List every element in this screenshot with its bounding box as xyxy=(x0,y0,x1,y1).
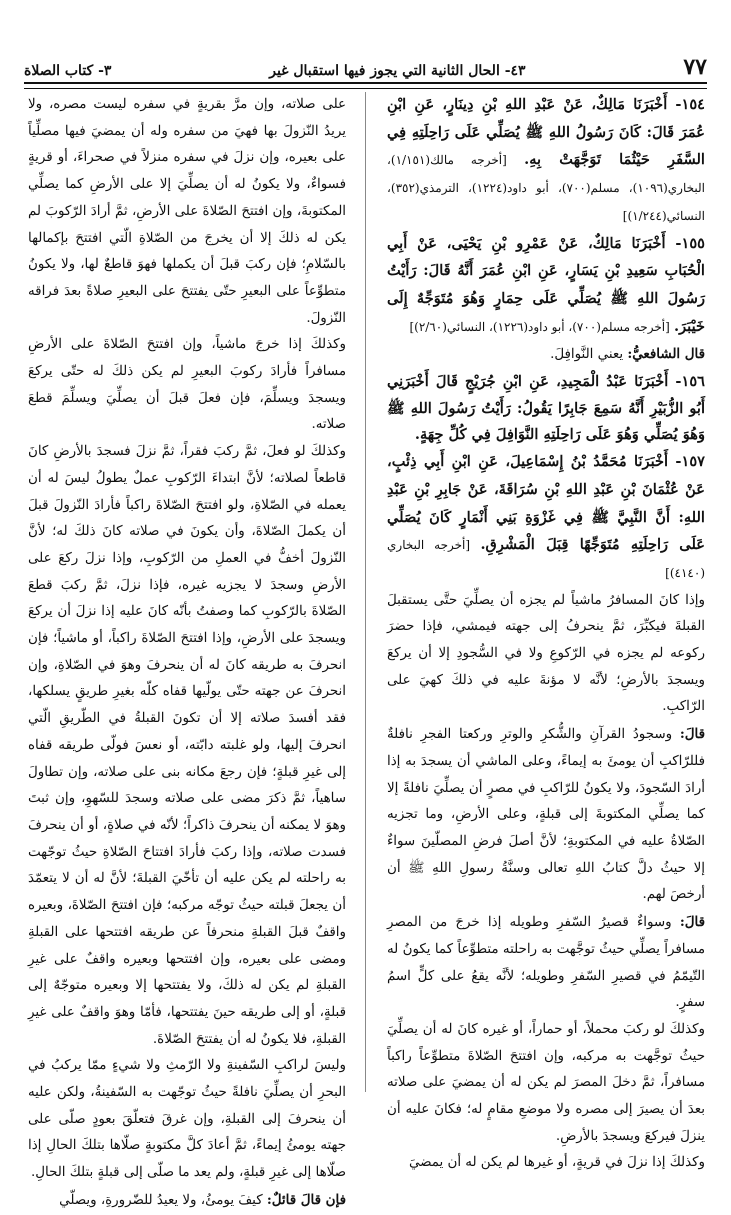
paragraph: وإذا كانَ المسافرُ ماشياً لم يجزه أن يصلِّيَ حتَّى يستقبلَ القبلةَ فيكبِّرَ، ثمَّ ينحرفُ إلى جهته فيمشي، فإذا حضرَ ركوعه لم يجزه في الرّكوعِ ولا في السُّجودِ إلا أن يركعَ ويسجدَ بالأرضِ؛ لأنَّه لا مؤنةَ عليه في ذلكَ كهيَ على الرّاكبِ. xyxy=(387,592,705,715)
hadith-157: ١٥٧- أَخْبَرَنَا مُحَمَّدُ بْنُ إِسْمَاعِيلَ، عَنِ ابْنِ أَبِي ذِئْبٍ، عَنْ عُثْمَانَ بْنِ عَبْدِ اللهِ بْنِ سُرَاقَةَ، عَنْ جَابِرِ بْنِ عَبْدِ اللهِ: أَنَّ النَّبِيَّ ﷺ فِي غَزْوَةِ بَنِي أَنْمَارٍ كَانَ يُصَلِّي عَلَى رَاحِلَتِهِ مُتَوَجِّهًا قِبَلَ الْمَشْرِقِ. [أخرجه البخاري (٤١٤٠)] xyxy=(387,453,705,580)
paragraph: وكذلكَ لو فعلَ، ثمَّ ركبَ فقراً، ثمَّ نزلَ فسجدَ بالأرضِ كانَ قاطعاً لصلاته؛ لأنَّ ابتداءَ الرّكوبِ عملٌ يطولُ ليسَ له أن يعمله في الصّلاةِ، ولو افتتحَ الصّلاةَ راكباً فأرادَ النّزولَ قبلَ أن يكملَ الصّلاةَ، وأن يكونَ في صلاته كانَ ذلكَ له؛ لأنَّ النّزولَ أخفُّ في العملِ من الرّكوبِ، وإذا نزلَ ركعَ على الأرضِ وسجدَ لا يجزيه غيره، فإذا نزلَ، ثمَّ ركبَ قطعَ الصّلاةَ بالرّكوبِ كما وصفتُ بأنّه كانَ عليه إذا نزلَ أن يركعَ ويسجدَ على الأرضِ، وإذا افتتحَ الصّلاةَ راكباً، أو ماشياً؛ فإن انحرفَ به طريقه كانَ له أن ينحرفَ وهوَ في الصّلاةِ، وإن انحرفَ عن جهته حتّى يولّيها قفاه كلّه بغيرِ طريقٍ يسلكها، فقد أفسدَ صلاته إلا أن تكونَ القبلةُ في الطّريقِ الّتي انحرفَ إليها، ولو غلبته دابّته، أو نعسَ فولّى طريقه قفاه إلى غيرِ قبلةٍ؛ فإن رجعَ مكانه بنى على صلاته، وإن تطاولَ ساهياً، ثمَّ ذكرَ مضى على صلاته وسجدَ للسّهوِ، وإن ثبتَ وهوَ لا يمكنه أن ينحرفَ ذاكراً؛ لأنّه في صلاةٍ، أو أن ينحرفَ فسدت صلاته، وإذا ركبَ فأرادَ افتتاحَ الصّلاةِ حيثُ توجّهت به راحلته لم يكن عليه أن تأخّيَ القبلةَ؛ لأنَّ له أن لا يتعمّدَ أن يجعلَ قبلته حيثُ توجّه مركبه؛ فإن افتتحَ الصّلاةَ، وبعيره واقفٌ قبلَ القبلةِ منحرفاً عن طريقه افتتحها على القبلةِ ومضى على بعيره، وإن افتتحها وبعيره واقفٌ على غيرِ القبلةِ لم يكن له ذلكَ، ولا يفتتحها إلا وبعيره متوجّهٌ إلى قبلةٍ، أو إلى طريقه حينَ يفتتحها، فأمّا وهوَ واقفٌ على غيرِ القبلةِ، فلا يكونُ له أن يفتتحَ الصّلاةَ. xyxy=(28,444,346,1047)
hadith-154: ١٥٤- أَخْبَرَنَا مَالِكٌ، عَنْ عَبْدِ اللهِ بْنِ دِينَارٍ، عَنِ ابْنِ عُمَرَ قَالَ: كَانَ رَسُولُ اللهِ ﷺ يُصَلِّي عَلَى رَاحِلَتِهِ فِي السَّفَرِ حَيْثُمَا تَوَجَّهَتْ بِهِ. [أخرجه مالك(١/١٥١)، البخاري(١٠٩٦)، مسلم(٧٠٠)، أبو داود(١٢٢٤)، الترمذي(٣٥٢)، النسائي(١/٢٤٤)] xyxy=(387,96,705,223)
paragraph: قالَ: وسواءٌ قصيرُ السّفرِ وطويله إذا خرجَ من المصرِ مسافراً يصلِّي حيثُ توجَّهت به راحلته متطوِّعاً كما يكونُ له التّيمّمُ في قصيرِ السّفرِ وطويله؛ لأنَّه يقعُ على كلٍّ اسمُ سفرٍ. xyxy=(387,914,705,1011)
shafii-note: قال الشافعيُّ: يعني النَّوافِلَ. xyxy=(550,346,705,363)
header-rule xyxy=(24,82,707,89)
citation-157: [أخرجه البخاري (٤١٤٠)] xyxy=(387,538,705,580)
paragraph: على صلاته، وإن مرَّ بقريةٍ في سفره ليست مصره، ولا يريدُ النّزولَ بها فهيَ من سفره وله أن يمضيَ فيها مصلِّياً على بعيره، وإن نزلَ في سفره منزلاً في صحراءَ، أو قريةٍ فسواءٌ، ولا يكونُ له أن يصلِّيَ إلا على الأرضِ كما يصلِّي المكتوبةَ، وإن افتتحَ الصّلاةَ على الأرضِ، ثمَّ أرادَ الرّكوبَ لم يكن له ذلكَ إلا أن يخرجَ من الصّلاةِ الّتي افتتحَ بإكمالها بالسّلامِ؛ فإن ركبَ قبلَ أن يكملها فهوَ قاطعٌ لها، ولا يكونُ متطوِّعاً على البعيرِ حتّى يفتتحَ على البعيرِ صلاةً بعدَ فراقه النّزولَ. xyxy=(28,97,346,326)
paragraph: وكذلكَ لو ركبَ محملاً، أو حماراً، أو غيره كانَ له أن يصلِّيَ حيثُ توجَّهت به مركبه، وإن افتتحَ الصّلاةَ متطوِّعاً راكباً مسافراً، ثمَّ دخلَ المصرَ لم يكن له أن يمضيَ على صلاته بعدَ أن يصيرَ إلى مصره ولا موضعِ مقامٍ له؛ فكانَ عليه أن ينزلَ فيركعَ ويسجدَ بالأرضِ. xyxy=(387,1021,705,1144)
citation-155: [أخرجه مسلم(٧٠٠)، أبو داود(١٢٢٦)، النسائي(٢/٦٠)] xyxy=(409,319,670,334)
paragraph: وليسَ لراكبِ السّفينةِ ولا الرّمثِ ولا شيءٍ ممّا يركبُ في البحرِ أن يصلِّيَ نافلةً حيثُ توجّهت به السّفينةُ، ولكن عليه أن ينحرفَ إلى القبلةِ، وإن غرقَ فتعلّقَ بعودٍ صلّى على جهته يومئُ إيماءً، ثمَّ أعادَ كلَّ مكتوبةٍ صلّاها بتلكَ الحالِ إذا صلّاها إلى غيرِ قبلةٍ، ولم يعد ما صلّى إلى قبلةٍ بتلكَ الحالِ. xyxy=(28,1058,346,1181)
citation-154: [أخرجه مالك(١/١٥١)، البخاري(١٠٩٦)، مسلم(٧٠٠)، أبو داود(١٢٢٤)، الترمذي(٣٥٢)، النسائي(١/٢٤٤)] xyxy=(387,153,705,223)
paragraph: فإن قالَ قائلٌ: كيفَ يومئُ، ولا يعيدُ للضّرورةِ، ويصلّي xyxy=(59,1191,346,1208)
hadith-155: ١٥٥- أَخْبَرَنَا مَالِكٌ، عَنْ عَمْرِو بْنِ يَحْيَى، عَنْ أَبِي الْحُبَابِ سَعِيدِ بْنِ يَسَارٍ، عَنِ ابْنِ عُمَرَ أَنَّهُ قَالَ: رَأَيْتُ رَسُولَ اللهِ ﷺ يُصَلِّي عَلَى حِمَارٍ وَهُوَ مُتَوَجِّهٌ إِلَى خَيْبَرَ. [أخرجه مسلم(٧٠٠)، أبو داود(١٢٢٦)، النسائي(٢/٦٠)] xyxy=(387,234,705,335)
left-column xyxy=(28,92,346,1208)
paragraph: وكذلكَ إذا نزلَ في قريةٍ، أو غيرها لم يكن له أن يمضيَ xyxy=(408,1155,705,1171)
running-title: ٤٣- الحال الثانية التي يجوز فيها استقبال غير xyxy=(269,63,526,79)
book-title: ٣- كتاب الصلاة xyxy=(24,63,112,79)
page-number: ٧٧ xyxy=(683,54,707,80)
paragraph: قالَ: وسجودُ القرآنِ والشُّكرِ والوترِ وركعتا الفجرِ نافلةٌ فللرّاكبِ أن يومئَ به إيماءً، وعلى الماشي أن يسجدَ به إذا أرادَ السّجودَ، ولا يكونُ للرّاكبِ في مصرٍ أن يصلِّيَ نافلةً إلا كما يصلِّي المكتوبةَ إلى قبلةٍ، وعلى الأرضِ، وما تجزيه الصّلاةُ عليه في المكتوبةِ؛ لأنَّ أصلَ فرضِ المصلّينَ سواءٌ إلا حيثُ دلَّ كتابُ اللهِ تعالى وسنَّةُ رسولِ اللهِ ﷺ أن أرخصَ لهم. xyxy=(387,726,705,903)
hadith-156: ١٥٦- أَخْبَرَنَا عَبْدُ الْمَجِيدِ، عَنِ ابْنِ جُرَيْجٍ قَالَ أَخْبَرَنِي أَبُو الزُّبَيْرِ أَنَّهُ سَمِعَ جَابِرًا يَقُولُ: رَأَيْتُ رَسُولَ اللهِ ﷺ وَهُوَ يُصَلِّي وَهُوَ عَلَى رَاحِلَتِهِ النَّوَافِلَ فِي كُلِّ جِهَةٍ. xyxy=(387,373,705,444)
page-header xyxy=(24,50,707,78)
column-divider xyxy=(365,92,366,1092)
right-column xyxy=(387,92,705,1171)
paragraph: وكذلكَ إذا خرجَ ماشياً، وإن افتتحَ الصّلاةَ على الأرضِ مسافراً فأرادَ ركوبَ البعيرِ لم يكن ذلكَ له حتّى يركعَ ويسجدَ ويسلِّمَ، فإن فعلَ قبلَ أن يصلِّيَ ويسلِّمَ قطعَ صلاته. xyxy=(28,337,346,433)
